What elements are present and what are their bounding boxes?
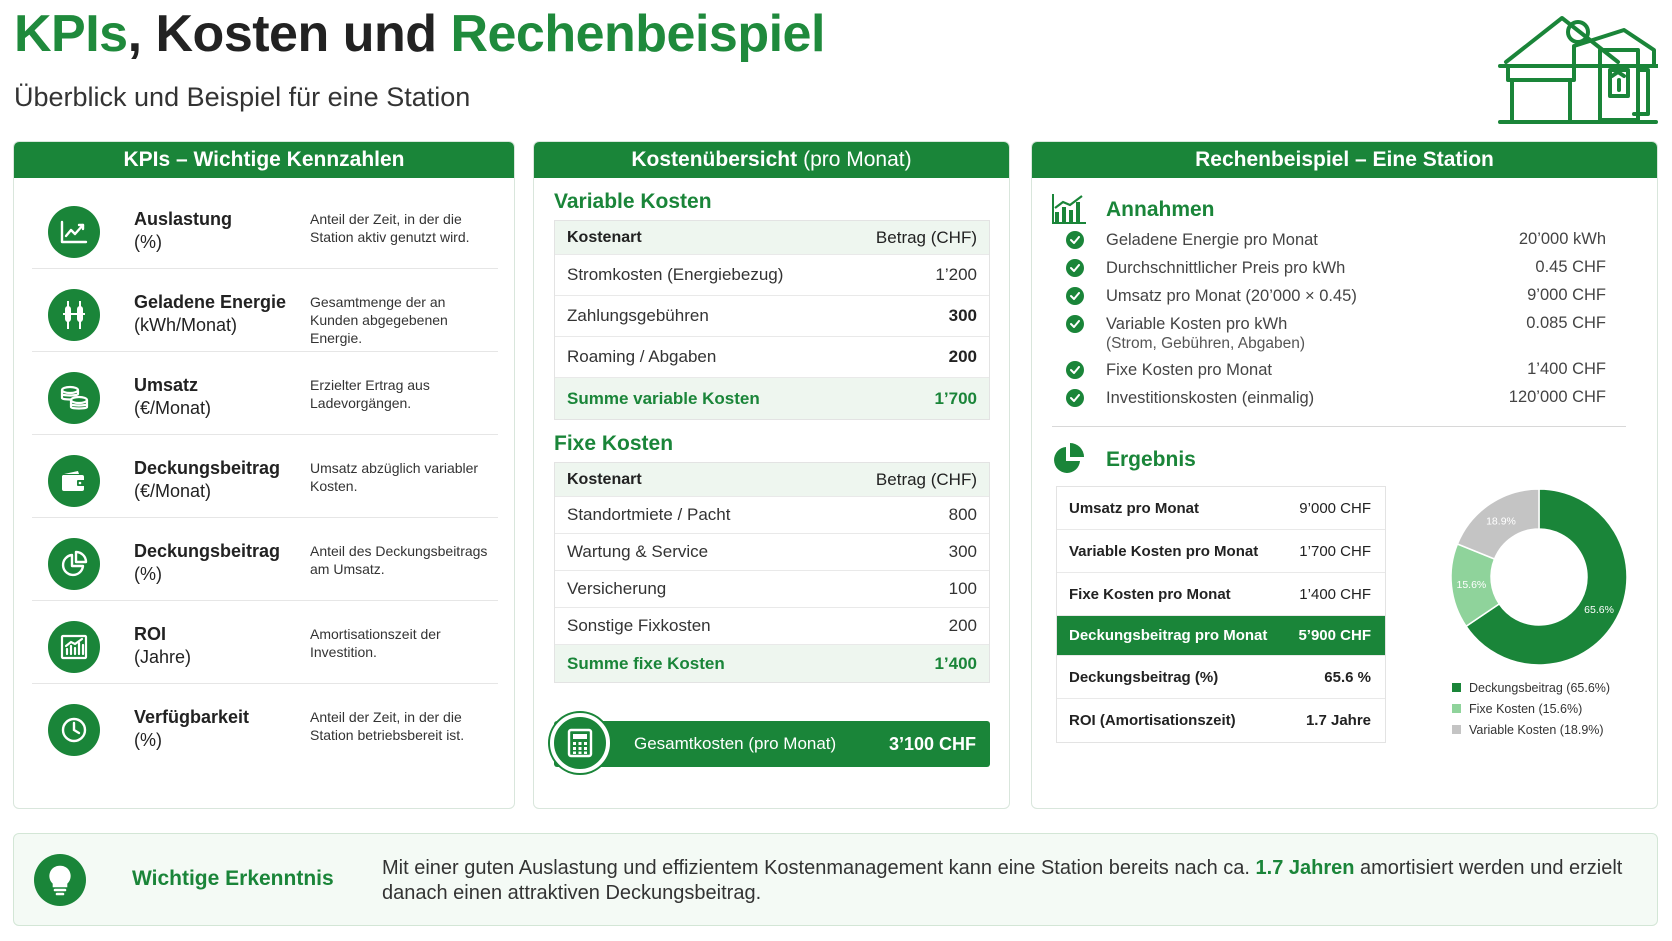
assumption-label: Variable Kosten pro kWh [1106, 315, 1288, 333]
result-value: 5’900 CHF [1298, 627, 1371, 644]
fixed-costs-title: Fixe Kosten [554, 432, 674, 455]
result-label: Umsatz pro Monat [1069, 499, 1200, 517]
column-header-kostenart: Kostenart [567, 228, 642, 246]
legend-item [1452, 720, 1610, 741]
legend-swatch [1452, 725, 1461, 734]
kpi-row [32, 684, 498, 767]
variable-costs-table [554, 220, 990, 420]
check-circle-icon [1066, 389, 1084, 407]
legend-swatch [1452, 683, 1461, 692]
fixed-costs-table [554, 462, 990, 683]
sum-label: Summe variable Kosten [567, 388, 760, 408]
title-rechenbeispiel: Rechenbeispiel [450, 5, 825, 63]
cost-label: Versicherung [567, 579, 667, 598]
variable-costs-sum-row [555, 378, 989, 419]
kpi-name-text: Deckungsbeitrag [134, 458, 281, 478]
assumption-value: 120’000 CHF [1508, 388, 1606, 406]
page-subtitle: Überblick und Beispiel für eine Station [14, 82, 471, 112]
cost-value: 1’200 [935, 265, 977, 284]
cost-value: 100 [948, 579, 977, 598]
cost-label: Roaming / Abgaben [567, 347, 717, 366]
column-header-betrag: Betrag (CHF) [875, 469, 977, 489]
coins-icon [48, 372, 100, 424]
assumption-label-wrap [1106, 314, 1446, 354]
cost-label: Wartung & Service [567, 542, 709, 561]
kpi-row [32, 269, 498, 352]
total-costs-value: 3’100 CHF [888, 733, 976, 754]
kpi-name [134, 706, 304, 752]
variable-costs-title: Variable Kosten [554, 190, 712, 213]
title-kpis: KPIs [14, 5, 128, 63]
bar-chart-icon [48, 621, 100, 673]
lightbulb-icon [34, 854, 86, 906]
kpi-description: Gesamtmenge der an Kunden abgegebenen Energie. [310, 294, 448, 346]
cost-label: Standortmiete / Pacht [567, 505, 731, 524]
cost-label: Stromkosten (Energiebezug) [567, 265, 784, 284]
sum-label: Summe fixe Kosten [567, 653, 725, 673]
result-table [1056, 486, 1386, 743]
chart-legend [1452, 678, 1610, 741]
assumption-value: 9’000 CHF [1527, 286, 1606, 304]
donut-slice-label: 15.6% [1456, 579, 1487, 592]
table-row [555, 255, 989, 296]
assumption-row [1066, 286, 1626, 306]
table-header-row [555, 221, 989, 255]
kpi-row [32, 601, 498, 684]
assumption-sublabel: (Strom, Gebühren, Abgaben) [1106, 335, 1306, 352]
table-row [555, 296, 989, 337]
kpi-unit: (%) [134, 730, 162, 750]
cost-heading-bold: Kostenübersicht [631, 148, 798, 171]
legend-item [1452, 678, 1610, 699]
assumption-label: Geladene Energie pro Monat [1106, 231, 1318, 249]
table-row [1057, 573, 1385, 616]
legend-swatch [1452, 704, 1461, 713]
clock-icon [48, 704, 100, 756]
line-chart-icon [48, 206, 100, 258]
column-header-kostenart: Kostenart [567, 470, 642, 488]
kpi-unit: (kWh/Monat) [134, 315, 238, 335]
kpi-name [134, 374, 304, 420]
check-circle-icon [1066, 231, 1084, 249]
calculator-icon [550, 713, 610, 773]
assumption-value: 0.45 CHF [1535, 258, 1606, 276]
kpi-name [134, 457, 304, 503]
kpi-row [32, 435, 498, 518]
result-label: Deckungsbeitrag pro Monat [1069, 627, 1268, 644]
cost-label: Zahlungsgebühren [567, 306, 709, 325]
fixed-costs-sum-row [555, 645, 989, 682]
table-row [1057, 699, 1385, 742]
assumption-row [1066, 258, 1626, 278]
table-row [1057, 530, 1385, 573]
assumptions-title: Annahmen [1106, 198, 1215, 221]
table-row [555, 337, 989, 378]
insight-text-after: amortisiert werden und erzielt danach einen attraktiven Deckungsbeitrag. [382, 857, 1623, 904]
assumption-row [1066, 360, 1626, 380]
result-value: 1’400 CHF [1299, 585, 1371, 603]
table-row [555, 534, 989, 571]
insight-text-before: Mit einer guten Auslastung und effizientem Kostenmanagement kann eine Station bereits nach ca. [382, 857, 1256, 879]
check-circle-icon [1066, 287, 1084, 305]
assumption-row [1066, 230, 1626, 250]
assumption-label: Investitionskosten (einmalig) [1106, 389, 1315, 407]
cost-panel [533, 141, 1010, 809]
assumption-row [1066, 314, 1626, 354]
assumption-label-wrap [1106, 388, 1446, 408]
legend-label: Fixe Kosten (15.6%) [1469, 702, 1583, 716]
donut-chart [1444, 482, 1634, 672]
legend-label: Variable Kosten (18.9%) [1469, 723, 1604, 737]
kpi-name-text: Umsatz [134, 375, 199, 395]
assumption-label: Fixe Kosten pro Monat [1106, 361, 1272, 379]
assumption-label-wrap [1106, 286, 1446, 306]
cost-heading-light: (pro Monat) [803, 148, 912, 171]
table-row [1057, 656, 1385, 699]
assumption-label-wrap [1106, 258, 1446, 278]
page-title [14, 4, 825, 64]
kpi-name [134, 291, 304, 337]
example-panel [1031, 141, 1658, 809]
table-row [555, 608, 989, 645]
column-header-betrag: Betrag (CHF) [875, 227, 977, 247]
assumption-label-wrap [1106, 230, 1446, 250]
sum-value: 1’400 [934, 653, 977, 673]
kpi-unit: (Jahre) [134, 647, 192, 667]
kpi-name-text: Geladene Energie [134, 292, 287, 312]
kpi-unit: (€/Monat) [134, 481, 212, 501]
bar-chart-icon [1052, 194, 1086, 224]
legend-label: Deckungsbeitrag (65.6%) [1469, 681, 1611, 695]
kpi-description: Anteil des Deckungsbeitrags am Umsatz. [310, 543, 488, 577]
wallet-icon [48, 455, 100, 507]
check-circle-icon [1066, 259, 1084, 277]
kpi-row [32, 352, 498, 435]
cost-value: 800 [948, 505, 977, 524]
kpi-unit: (€/Monat) [134, 398, 212, 418]
assumption-row [1066, 388, 1626, 408]
result-label: Variable Kosten pro Monat [1069, 542, 1259, 560]
check-circle-icon [1066, 315, 1084, 333]
kpi-description: Anteil der Zeit, in der die Station betriebsbereit ist. [310, 709, 465, 743]
assumption-value: 20’000 kWh [1518, 230, 1606, 248]
kpi-row [32, 186, 498, 269]
cost-value: 300 [948, 542, 977, 561]
kpi-description: Anteil der Zeit, in der die Station aktiv genutzt wird. [310, 211, 470, 245]
section-divider [1052, 426, 1626, 427]
kpi-name-text: ROI [134, 624, 167, 644]
table-row [555, 497, 989, 534]
cost-panel-heading [534, 142, 1009, 178]
kpi-name-text: Deckungsbeitrag [134, 541, 281, 561]
table-row [555, 571, 989, 608]
total-costs-label: Gesamtkosten (pro Monat) [634, 734, 837, 753]
table-header-row [555, 463, 989, 497]
assumption-label-wrap [1106, 360, 1446, 380]
insight-text-highlight: 1.7 Jahren [1255, 857, 1355, 879]
kpi-description: Umsatz abzüglich variabler Kosten. [310, 460, 479, 494]
result-value: 1.7 Jahre [1305, 712, 1371, 729]
pie-chart-icon [48, 538, 100, 590]
title-middle: , Kosten und [127, 5, 451, 63]
result-value: 9’000 CHF [1299, 499, 1371, 517]
insight-box [13, 833, 1658, 926]
cost-value: 200 [948, 347, 977, 366]
kpi-description: Amortisationszeit der Investition. [310, 626, 441, 660]
pie-chart-icon [1052, 443, 1084, 475]
kpi-description: Erzielter Ertrag aus Ladevorgängen. [310, 377, 430, 411]
result-label: ROI (Amortisationszeit) [1069, 712, 1236, 729]
kpi-row [32, 518, 498, 601]
table-row-highlight [1057, 616, 1385, 656]
assumption-value: 0.085 CHF [1526, 314, 1606, 332]
example-panel-heading: Rechenbeispiel – Eine Station [1032, 142, 1657, 178]
insight-title: Wichtige Erkenntnis [132, 867, 334, 890]
legend-item [1452, 699, 1610, 720]
cost-value: 200 [948, 616, 977, 635]
result-title: Ergebnis [1106, 448, 1196, 471]
insight-text [382, 856, 1642, 906]
kpi-name-text: Auslastung [134, 209, 233, 229]
kpi-unit: (%) [134, 232, 162, 252]
assumption-label: Umsatz pro Monat (20’000 × 0.45) [1106, 287, 1357, 305]
charging-station-icon [1498, 10, 1658, 126]
kpi-name [134, 540, 304, 586]
kpi-name [134, 623, 304, 669]
result-value: 1’700 CHF [1299, 542, 1371, 560]
check-circle-icon [1066, 361, 1084, 379]
result-label: Deckungsbeitrag (%) [1069, 668, 1219, 686]
result-value: 65.6 % [1324, 668, 1371, 686]
plug-icon [48, 289, 100, 341]
kpi-panel-heading: KPIs – Wichtige Kennzahlen [14, 142, 514, 178]
donut-slice-label: 65.6% [1584, 603, 1614, 616]
assumption-label: Durchschnittlicher Preis pro kWh [1106, 259, 1346, 277]
assumption-value: 1’400 CHF [1527, 360, 1606, 378]
total-costs-bar [554, 721, 990, 767]
cost-value: 300 [948, 306, 977, 325]
table-row [1057, 487, 1385, 530]
donut-slice-label: 18.9% [1486, 515, 1516, 528]
kpi-panel [13, 141, 515, 809]
result-label: Fixe Kosten pro Monat [1069, 585, 1231, 603]
kpi-name-text: Verfügbarkeit [134, 707, 250, 727]
sum-value: 1’700 [934, 388, 977, 408]
cost-label: Sonstige Fixkosten [567, 616, 711, 635]
kpi-unit: (%) [134, 564, 162, 584]
kpi-name [134, 208, 304, 254]
